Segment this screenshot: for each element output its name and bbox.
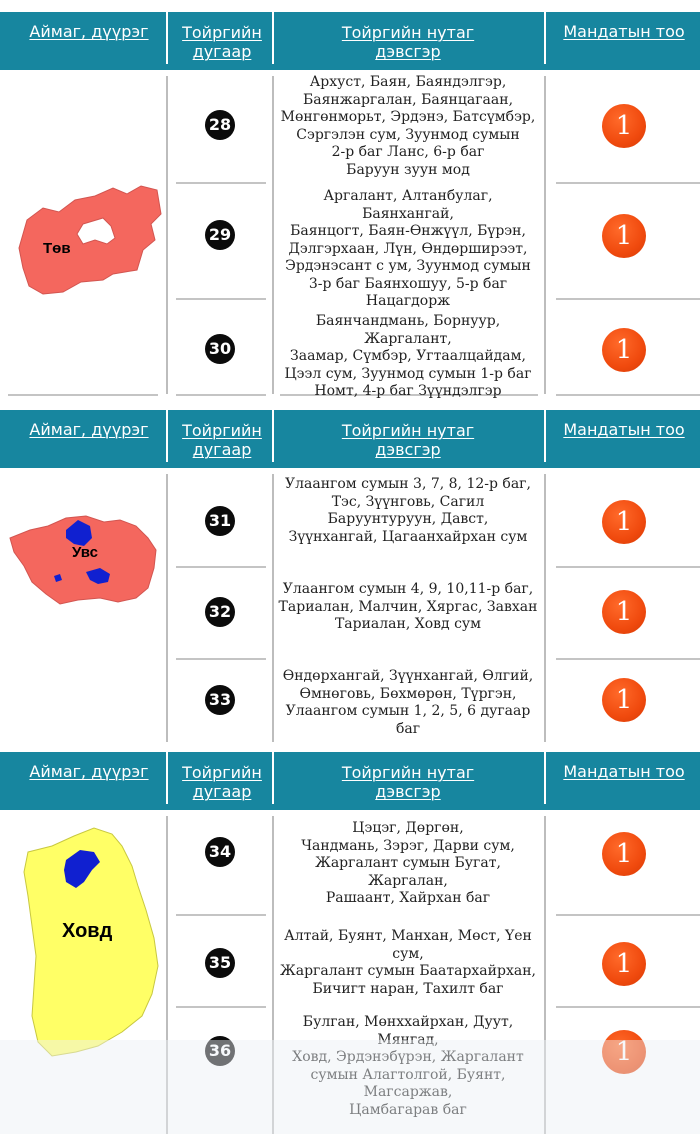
col-mandates-header: Мандатын тоо (563, 22, 685, 41)
section-uvs (0, 410, 700, 742)
district-area-text: Архуст, Баян, Баяндэлгэр, Баянжаргалан, Баянцагаан, Мөнгөнморьт, Эрдэнэ, Батсүмбэр, Сэргэлэн сум, Зуунмод сумын 2-р баг Ланс, 6-р баг Баруун зуун мод (280, 74, 536, 178)
col-region-header: Аймаг, дүүрэг (29, 22, 149, 41)
khovd-map (22, 826, 164, 1058)
khovd-map-label: Ховд (62, 920, 113, 942)
district-area-text: Баянчандмань, Борнуур, Жаргалант, Заамар, Сүмбэр, Угтаалцайдам, Цээл сум, Зуунмод сумын 1-р баг Номт, 4-р баг Зүүндэлгэр (284, 313, 532, 399)
district-number: 30 (205, 334, 235, 364)
mandate-badge: 1 (602, 1030, 646, 1074)
district-number: 36 (205, 1036, 235, 1066)
district-area-text: Өндөрхангай, Зүүнхангай, Өлгий, Өмнөговь, Бөхмөрөн, Түргэн, Улаангом сумын 1, 2, 5, 6 дугаар баг (282, 668, 534, 737)
col-mandates-header: Мандатын тоо (563, 420, 685, 439)
col-district-header: Тойргийн дугаар (182, 421, 262, 459)
district-number: 31 (205, 506, 235, 536)
district-number: 32 (205, 597, 235, 627)
tov-map-label: Төв (43, 240, 71, 257)
mandate-badge: 1 (602, 214, 646, 258)
mandate-badge: 1 (602, 104, 646, 148)
col-area-header: Тойргийн нутаг дэвсгэр (341, 23, 475, 61)
mandate-badge: 1 (602, 832, 646, 876)
col-district-header: Тойргийн дугаар (182, 23, 262, 61)
section-tov (0, 12, 700, 398)
uvs-map-label: Увс (72, 544, 98, 561)
mandate-badge: 1 (602, 500, 646, 544)
district-area-text: Цэцэг, Дөргөн, Чандмань, Зэрэг, Дарви сум, Жаргалант сумын Бугат, Жаргалан, Рашаант, Хайрхан баг (301, 820, 515, 906)
col-district-header: Тойргийн дугаар (182, 763, 262, 801)
district-number: 29 (205, 220, 235, 250)
district-number: 35 (205, 948, 235, 978)
mandate-badge: 1 (602, 678, 646, 722)
col-region-header: Аймаг, дүүрэг (29, 420, 149, 439)
col-mandates-header: Мандатын тоо (563, 762, 685, 781)
col-area-header: Тойргийн нутаг дэвсгэр (341, 421, 475, 459)
mandate-badge: 1 (602, 590, 646, 634)
district-area-text: Булган, Мөнххайрхан, Дуут, Мянгад, Ховд, Эрдэнэбүрэн, Жаргалант сумын Алагтолгой, Буянт, Магсаржав, Цамбагарав баг (292, 1014, 524, 1118)
uvs-map (8, 508, 163, 608)
bottom-fade (0, 1040, 700, 1134)
table-header (0, 12, 700, 70)
district-area-text: Аргалант, Алтанбулаг, Баянхангай, Баянцогт, Баян-Өнжүүл, Бүрэн, Дэлгэрхаан, Лүн, Өндөрширээт, Эрдэнэсант с ум, Зуунмод сумын 3-р баг Баянхошуу, 5-р баг Нацагдорж (285, 188, 531, 309)
district-area-text: Улаангом сумын 4, 9, 10,11-р баг, Тариалан, Малчин, Хяргас, Завхан Тариалан, Ховд сум (278, 581, 538, 632)
district-area-text: Улаангом сумын 3, 7, 8, 12-р баг, Тэс, Зүүнговь, Сагил Баруунтуруун, Давст, Зүүнхангай, Цагаанхайрхан сум (285, 476, 531, 545)
col-region-header: Аймаг, дүүрэг (29, 762, 149, 781)
district-number: 33 (205, 685, 235, 715)
table-header (0, 410, 700, 468)
col-area-header: Тойргийн нутаг дэвсгэр (341, 763, 475, 801)
table-header (0, 752, 700, 810)
district-number: 34 (205, 837, 235, 867)
tov-province-shape (15, 178, 165, 303)
district-number: 28 (205, 110, 235, 140)
district-area-text: Алтай, Буянт, Манхан, Мөст, Үен сум, Жаргалант сумын Баатархайрхан, Бичигт наран, Тахилт баг (280, 928, 536, 997)
tov-map (15, 178, 165, 303)
mandate-badge: 1 (602, 942, 646, 986)
mandate-badge: 1 (602, 328, 646, 372)
